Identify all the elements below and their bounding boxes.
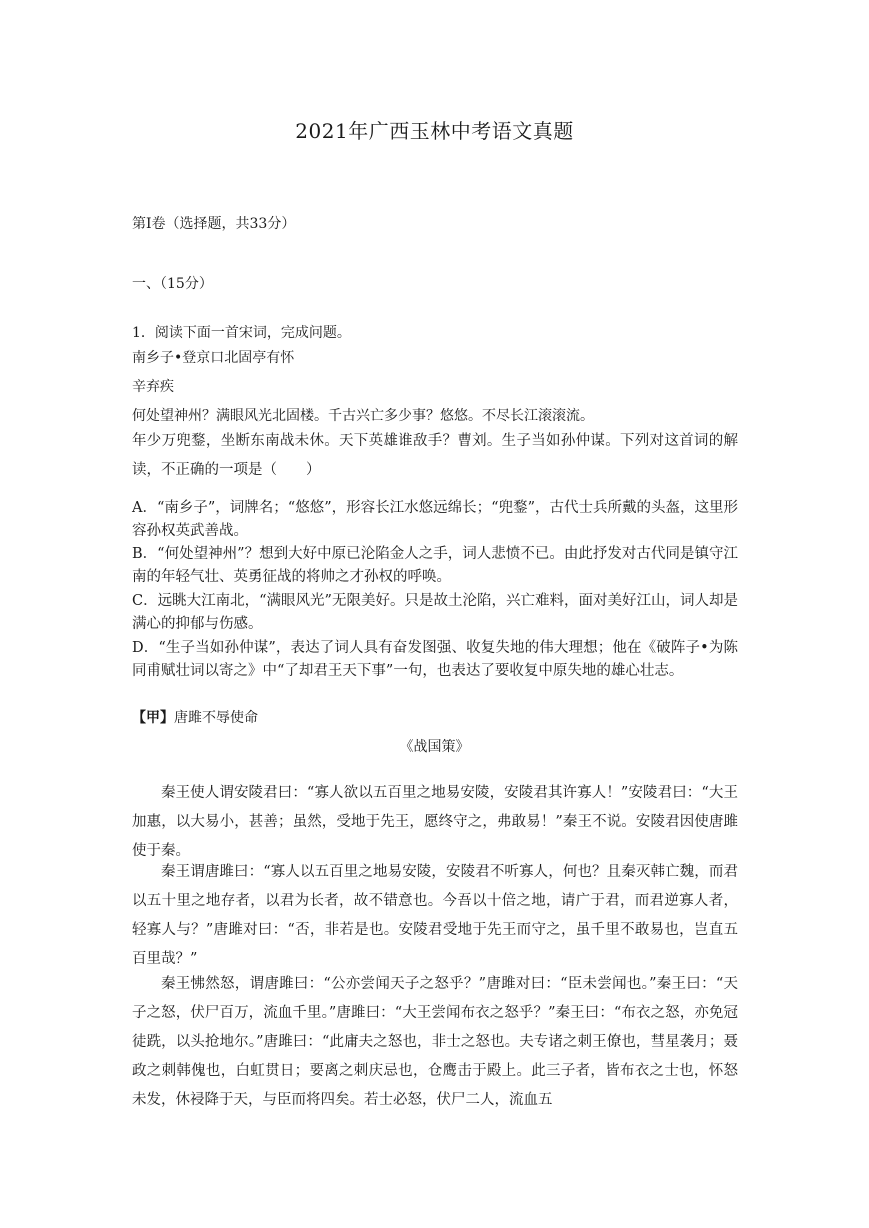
text-jia-title: 唐雎不辱使命: [174, 710, 258, 726]
poem-title: 南乡子•登京口北固亭有怀: [132, 350, 295, 366]
option-c: C．远眺大江南北，“满眼风光”无限美好。只是故土沦陷，兴亡难料，面对美好江山，词人却是满心的抑郁与伤感。: [132, 593, 738, 632]
page-title: 2021年广西玉林中考语文真题: [295, 119, 574, 143]
text-jia-paragraph-2: 秦王谓唐雎曰：“寡人以五百里之地易安陵，安陵君不听寡人，何也？且秦灭韩亡魏，而君以五十里之地存者，以君为长者，故不错意也。今吾以十倍之地，请广于君，而君逆寡人者，轻寡人与？”唐雎对曰：“否，非若是也。安陵君受地于先王而守之，虽千里不敢易也，岂直五百里哉？”: [132, 864, 738, 967]
text-jia-paragraph-3: 秦王怫然怒，谓唐雎曰：“公亦尝闻天子之怒乎？”唐雎对曰：“臣未尝闻也。”秦王曰：“天子之怒，伏尸百万，流血千里。”唐雎曰：“大王尝闻布衣之怒乎？”秦王曰：“布衣之怒，亦免冠徒跣，以头抢地尔。”唐雎曰：“此庸夫之怒也，非士之怒也。夫专诸之刺王僚也，彗星袭月；聂政之刺韩傀也，白虹贯日；要离之刺庆忌也，仓鹰击于殿上。此三子者，皆布衣之士也，怀怒未发，休祲降于天，与臣而将四矣。若士必怒，伏尸二人，流血五: [132, 976, 738, 1108]
part-heading: 一、（15分）: [132, 276, 213, 292]
text-jia-heading: [132, 706, 742, 730]
poem-line-1: 何处望神州？满眼风光北固楼。千古兴亡多少事？悠悠。不尽长江滚滚流。: [132, 408, 594, 424]
text-jia-label: 【甲】: [132, 710, 174, 726]
question-1-intro: 1．阅读下面一首宋词，完成问题。: [132, 325, 351, 341]
text-jia-paragraph-1: 秦王使人谓安陵君曰：“寡人欲以五百里之地易安陵，安陵君其许寡人！”安陵君曰：“大王加惠，以大易小，甚善；虽然，受地于先王，愿终守之，弗敢易！”秦王不说。安陵君因使唐雎使于秦。: [132, 785, 738, 859]
option-d: D．“生子当如孙仲谋”，表达了词人具有奋发图强、收复失地的伟大理想；他在《破阵子•为陈同甫赋壮词以寄之》中“了却君王天下事”一句，也表达了要收复中原失地的雄心壮志。: [132, 640, 738, 679]
poem-line-2-question: 年少万兜鍪，坐断东南战未休。天下英雄谁敌手？曹刘。生子当如孙仲谋。下列对这首词的解读，不正确的一项是（ ）: [132, 433, 738, 478]
option-b: B．“何处望神州”？想到大好中原已沦陷金人之手，词人悲愤不已。由此抒发对古代同是镇守江南的年轻气壮、英勇征战的将帅之才孙权的呼唤。: [132, 546, 738, 585]
section-heading: 第Ⅰ卷（选择题，共33分）: [132, 216, 296, 232]
text-jia-source: 《战国策》: [399, 739, 470, 755]
option-a: A．“南乡子”，词牌名；“悠悠”，形容长江水悠远绵长；“兜鍪”，古代士兵所戴的头盔，这里形容孙权英武善战。: [132, 500, 738, 539]
poem-author: 辛弃疾: [132, 379, 174, 395]
